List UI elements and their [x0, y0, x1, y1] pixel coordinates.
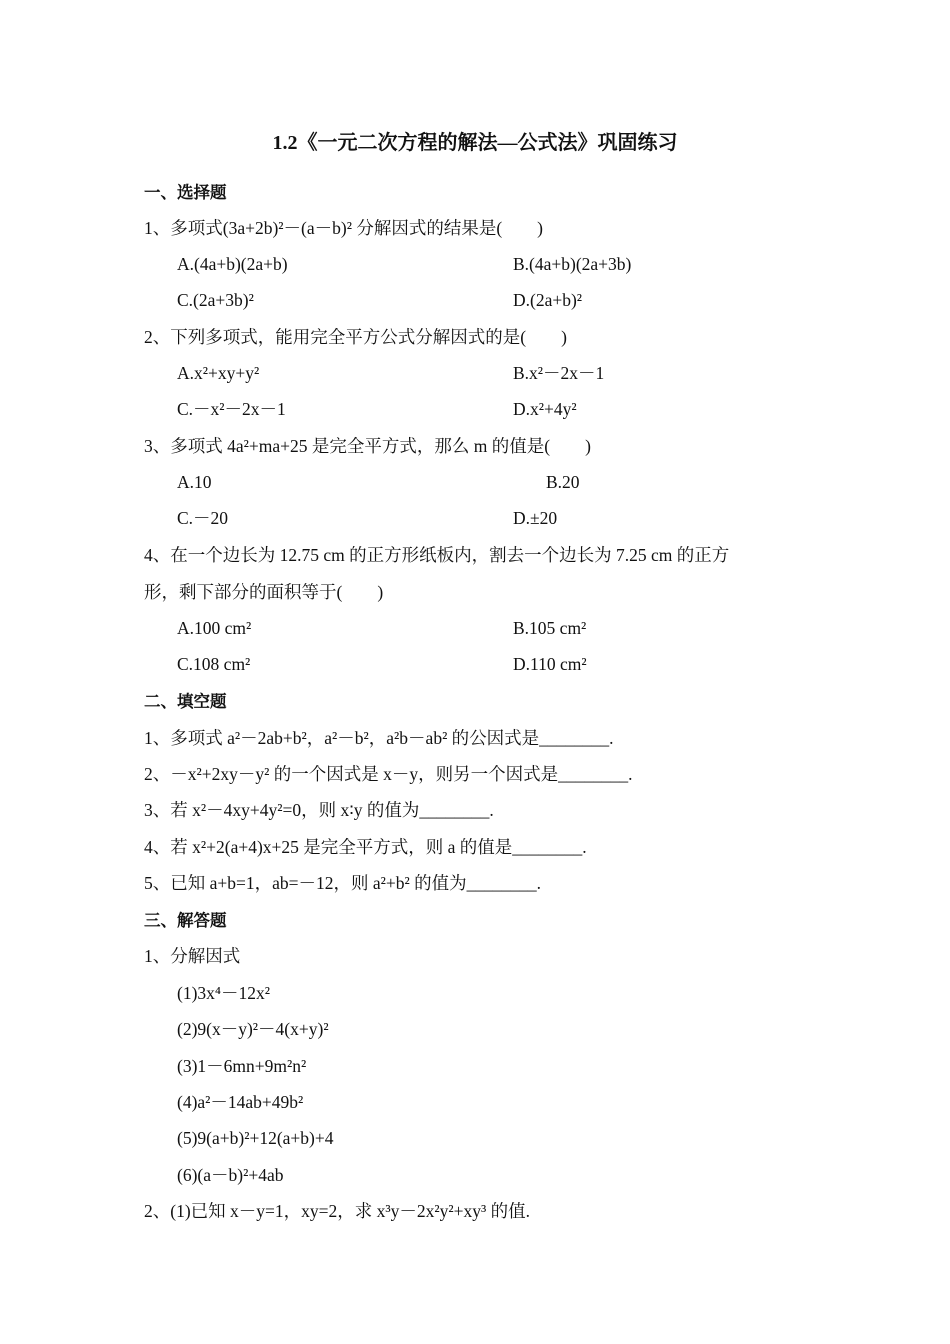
choice-4-option-d: D.110 cm²	[513, 654, 587, 674]
choice-4-option-c: C.108 cm²	[177, 654, 251, 674]
fill-question-4: 4、若 x²+2(a+4)x+25 是完全平方式，则 a 的值是________.	[144, 837, 587, 857]
choice-4-option-a: A.100 cm²	[177, 618, 252, 638]
fill-question-5: 5、已知 a+b=1，ab=－12，则 a²+b² 的值为________.	[144, 873, 542, 893]
choice-question-4-line1: 4、在一个边长为 12.75 cm 的正方形纸板内，割去一个边长为 7.25 cm 的正方	[144, 545, 730, 565]
section-heading-fill: 二、填空题	[144, 692, 227, 711]
fill-question-2: 2、－x²+2xy－y² 的一个因式是 x－y，则另一个因式是________.	[144, 764, 633, 784]
choice-1-option-c: C.(2a+3b)²	[177, 290, 254, 310]
choice-1-option-a: A.(4a+b)(2a+b)	[177, 254, 288, 274]
choice-question-4-line2: 形，剩下部分的面积等于( )	[144, 582, 384, 602]
choice-1-option-d: D.(2a+b)²	[513, 290, 583, 310]
answer-question-2: 2、(1)已知 x－y=1，xy=2，求 x³y－2x²y²+xy³ 的值.	[144, 1201, 530, 1221]
choice-4-option-b: B.105 cm²	[513, 618, 587, 638]
choice-question-3: 3、多项式 4a²+ma+25 是完全平方式，那么 m 的值是( )	[144, 436, 591, 456]
answer-1-item-2: (2)9(x－y)²－4(x+y)²	[177, 1019, 329, 1039]
answer-1-item-3: (3)1－6mn+9m²n²	[177, 1056, 307, 1076]
answer-1-item-6: (6)(a－b)²+4ab	[177, 1165, 284, 1185]
answer-1-item-1: (1)3x⁴－12x²	[177, 983, 271, 1003]
choice-question-1: 1、多项式(3a+2b)²－(a－b)² 分解因式的结果是( )	[144, 218, 543, 238]
choice-1-option-b: B.(4a+b)(2a+3b)	[513, 254, 632, 274]
page-title: 1.2《一元二次方程的解法—公式法》巩固练习	[272, 132, 678, 154]
choice-2-option-d: D.x²+4y²	[513, 399, 577, 419]
choice-2-option-b: B.x²－2x－1	[513, 363, 605, 383]
choice-3-option-a: A.10	[177, 472, 212, 492]
fill-question-1: 1、多项式 a²－2ab+b²，a²－b²，a²b－ab² 的公因式是________.	[144, 728, 614, 748]
section-heading-answer: 三、解答题	[144, 911, 227, 930]
answer-1-item-5: (5)9(a+b)²+12(a+b)+4	[177, 1128, 334, 1148]
fill-question-3: 3、若 x²－4xy+4y²=0，则 x∶y 的值为________.	[144, 800, 494, 820]
choice-question-2: 2、下列多项式，能用完全平方公式分解因式的是( )	[144, 327, 567, 347]
choice-3-option-b: B.20	[546, 472, 580, 492]
choice-3-option-d: D.±20	[513, 508, 558, 528]
choice-2-option-c: C.－x²－2x－1	[177, 399, 286, 419]
choice-2-option-a: A.x²+xy+y²	[177, 363, 260, 383]
section-heading-choice: 一、选择题	[144, 183, 227, 202]
choice-3-option-c: C.－20	[177, 508, 229, 528]
answer-question-1: 1、分解因式	[144, 946, 241, 966]
answer-1-item-4: (4)a²－14ab+49b²	[177, 1092, 304, 1112]
